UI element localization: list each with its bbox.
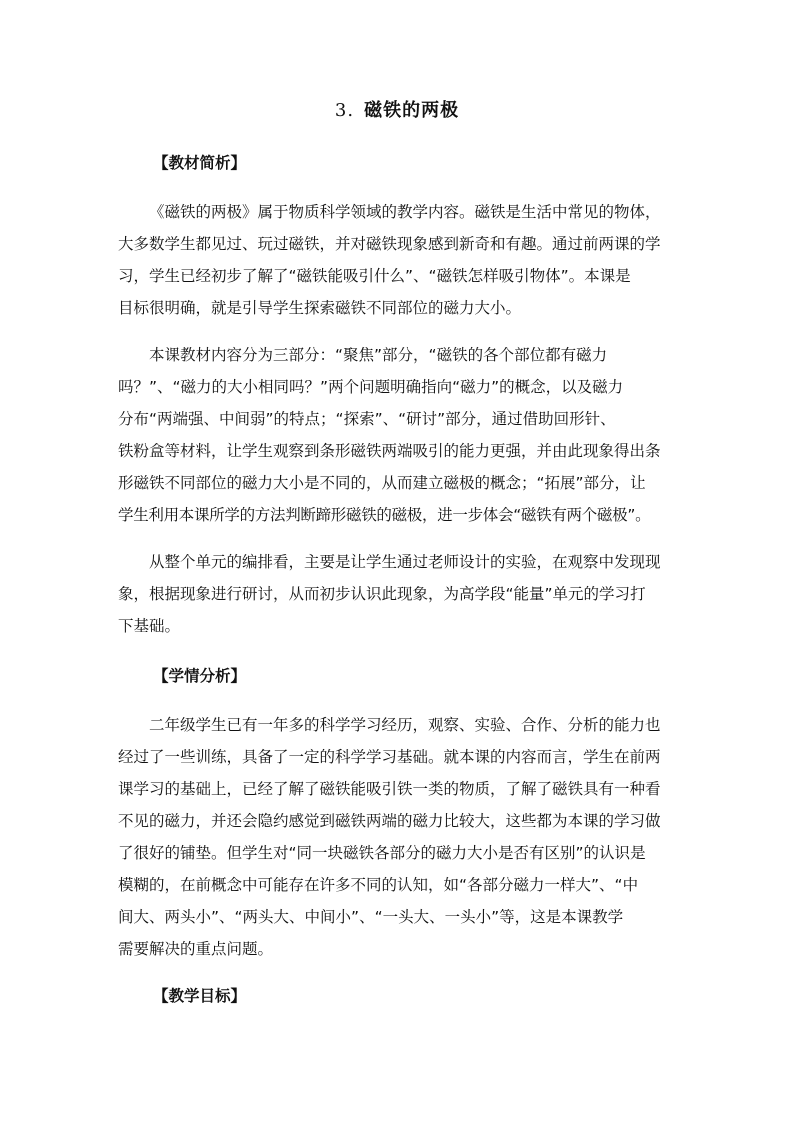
- text-line: 间大、两头小”、“两头大、中间小”、“一头大、一头小”等，这是本课教学: [118, 908, 624, 926]
- text-line: 二年级学生已有一年多的科学学习经历，观察、实验、合作、分析的能力也: [149, 716, 661, 734]
- heading-textbook-analysis: 【教材简析】: [153, 154, 247, 172]
- text-line: 吗？”、“磁力的大小相同吗？”两个问题明确指向“磁力”的概念，以及磁力: [118, 378, 624, 396]
- text-line: 大多数学生都见过、玩过磁铁，并对磁铁现象感到新奇和有趣。通过前两课的学: [118, 235, 661, 253]
- text-line: 下基础。: [118, 617, 181, 635]
- text-line: 《磁铁的两极》属于物质科学领域的教学内容。磁铁是生活中常见的物体，: [149, 203, 661, 221]
- paragraph-textbook-3: [118, 546, 698, 642]
- paragraph-textbook-2: [118, 339, 698, 531]
- text-line: 分布“两端强、中间弱”的特点；“探索”、“研讨”部分，通过借助回形针、: [118, 410, 616, 428]
- text-line: 学生利用本课所学的方法判断蹄形磁铁的磁极，进一步体会“磁铁有两个磁极”。: [118, 506, 651, 524]
- paragraph-learner-1: [118, 709, 698, 965]
- text-line: 象，根据现象进行研讨，从而初步认识此现象，为高学段“能量”单元的学习打: [118, 585, 646, 603]
- text-line: 课学习的基础上，已经了解了磁铁能吸引铁一类的物质，了解了磁铁具有一种看: [118, 780, 661, 798]
- heading-teaching-goals: 【教学目标】: [153, 987, 247, 1005]
- text-line: 需要解决的重点问题。: [118, 940, 274, 958]
- text-line: 了很好的铺垫。但学生对“同一块磁铁各部分的磁力大小是否有区别”的认识是: [118, 844, 646, 862]
- text-line: 模糊的，在前概念中可能存在许多不同的认知，如“各部分磁力一样大”、“中: [118, 876, 639, 894]
- heading-learner-analysis: 【学情分析】: [153, 667, 247, 685]
- text-line: 本课教材内容分为三部分：“聚焦”部分，“磁铁的各个部位都有磁力: [149, 346, 608, 364]
- text-line: 形磁铁不同部位的磁力大小是不同的，从而建立磁极的概念；“拓展”部分，让: [118, 474, 646, 492]
- text-line: 经过了一些训练，具备了一定的科学学习基础。就本课的内容而言，学生在前两: [118, 748, 661, 766]
- text-line: 目标很明确，就是引导学生探索磁铁不同部位的磁力大小。: [118, 299, 522, 317]
- page-title: [0, 96, 794, 122]
- text-line: 习，学生已经初步了解了“磁铁能吸引什么”、“磁铁怎样吸引物体”。本课是: [118, 267, 631, 285]
- text-line: 不见的磁力，并还会隐约感觉到磁铁两端的磁力比较大，这些都为本课的学习做: [118, 812, 661, 830]
- title-number: 3.: [334, 100, 355, 121]
- text-line: 从整个单元的编排看，主要是让学生通过老师设计的实验，在观察中发现现: [149, 553, 661, 571]
- text-line: 铁粉盒等材料，让学生观察到条形磁铁两端吸引的能力更强，并由此现象得出条: [118, 442, 661, 460]
- title-text: 磁铁的两极: [364, 100, 460, 121]
- paragraph-textbook-1: [118, 196, 698, 324]
